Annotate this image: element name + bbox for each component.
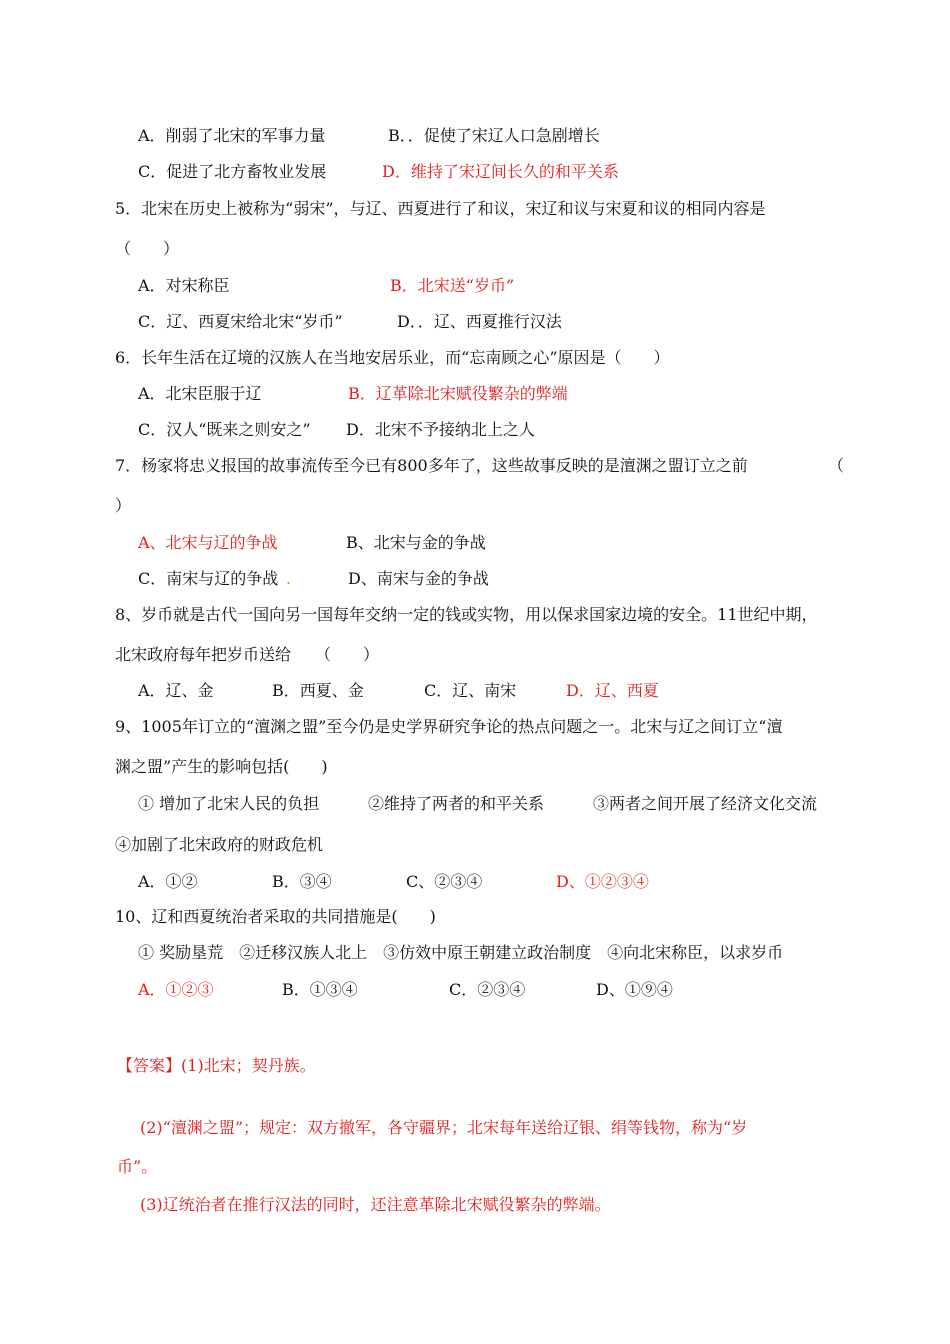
q7-paren-open: （ bbox=[828, 456, 845, 475]
q10-option-b: B．①③④ bbox=[282, 980, 358, 999]
q5-option-d: D．．辽、西夏推行汉法 bbox=[397, 312, 562, 331]
answer-label: 【答案】 bbox=[117, 1056, 182, 1075]
q7-option-d: D、南宋与金的争战 bbox=[348, 569, 489, 588]
q8-option-b: B．西夏、金 bbox=[272, 681, 364, 700]
q6-stem: 6．长年生活在辽境的汉族人在当地安居乐业，而“忘南顾之心”原因是（ ） bbox=[115, 348, 670, 367]
answer-part-2-cont: 币”。 bbox=[117, 1157, 158, 1176]
q8-stem: 8、岁币就是古代一国向另一国每年交纳一定的钱或实物，用以保求国家边境的安全。11世纪中期， bbox=[115, 605, 818, 624]
q4-option-c: C．促进了北方畜牧业发展 bbox=[138, 162, 327, 181]
q8-option-c: C．辽、南宋 bbox=[424, 681, 517, 700]
q4-option-d-correct: D．维持了宋辽间长久的和平关系 bbox=[382, 162, 619, 181]
answer-part-3: (3)辽统治者在推行汉法的同时，还注意革除北宋赋役繁杂的弊端。 bbox=[140, 1195, 611, 1214]
q9-item-1: ① 增加了北宋人民的负担 bbox=[138, 794, 320, 813]
q10-option-c: C．②③④ bbox=[449, 980, 526, 999]
q9-item-4: ④加剧了北宋政府的财政危机 bbox=[115, 835, 324, 854]
answer-part-2: (2)“澶渊之盟”；规定：双方撤军，各守疆界；北宋每年送给辽银、绢等钱物，称为“岁 bbox=[140, 1118, 748, 1137]
q10-items: ① 奖励垦荒 ②迁移汉族人北上 ③仿效中原王朝建立政治制度 ④向北宋称臣，以求岁币 bbox=[138, 943, 784, 962]
q7-stem: 7．杨家将忠义报国的故事流传至今已有800多年了，这些故事反映的是澶渊之盟订立之前 bbox=[115, 456, 748, 475]
answer-part-1: (1)北宋；契丹族。 bbox=[181, 1056, 316, 1075]
q10-option-a-correct: A．①②③ bbox=[138, 980, 214, 999]
q9-stem: 9、1005年订立的“澶渊之盟”至今仍是史学界研究争论的热点问题之一。北宋与辽之间订立“澶 bbox=[115, 717, 783, 736]
q8-option-a: A．辽、金 bbox=[138, 681, 214, 700]
q6-option-b-correct: B．辽革除北宋赋役繁杂的弊端 bbox=[348, 384, 568, 403]
q5-blank: （ ） bbox=[115, 239, 180, 258]
q5-stem: 5．北宋在历史上被称为“弱宋”，与辽、西夏进行了和议，宋辽和议与宋夏和议的相同内容是 bbox=[115, 199, 766, 218]
q6-option-c: C．汉人“既来之则安之” bbox=[138, 420, 311, 439]
q9-option-c: C、②③④ bbox=[406, 872, 483, 891]
q10-stem: 10、辽和西夏统治者采取的共同措施是( ) bbox=[115, 907, 436, 926]
q4-option-a: A．削弱了北宋的军事力量 bbox=[138, 126, 326, 145]
q7-option-a-correct: A、北宋与辽的争战 bbox=[138, 533, 278, 552]
q5-option-c: C．辽、西夏宋给北宋“岁币” bbox=[138, 312, 343, 331]
q6-option-a: A．北宋臣服于辽 bbox=[138, 384, 262, 403]
q7-option-b: B、北宋与金的争战 bbox=[346, 533, 486, 552]
q9-option-a: A．①② bbox=[138, 872, 198, 891]
q7-option-c-dot: . bbox=[286, 569, 292, 588]
q4-option-b: B．．促使了宋辽人口急剧增长 bbox=[388, 126, 600, 145]
q8-stem-line2: 北宋政府每年把岁币送给 （ ） bbox=[115, 645, 380, 664]
q10-option-d: D、①⑨④ bbox=[596, 980, 673, 999]
q9-option-d-correct: D、①②③④ bbox=[556, 872, 649, 891]
q5-option-a: A．对宋称臣 bbox=[138, 276, 230, 295]
q9-option-b: B．③④ bbox=[272, 872, 332, 891]
q5-option-b-correct: B．北宋送“岁币” bbox=[390, 276, 515, 295]
q7-option-c: C．南宋与辽的争战 bbox=[138, 569, 279, 588]
q9-item-2: ②维持了两者的和平关系 bbox=[368, 794, 545, 813]
q9-stem-line2: 渊之盟”产生的影响包括( ) bbox=[115, 757, 328, 776]
q6-option-d: D．北宋不予接纳北上之人 bbox=[346, 420, 535, 439]
answer-line-1 bbox=[117, 1056, 316, 1076]
q9-item-3: ③两者之间开展了经济文化交流 bbox=[593, 794, 818, 813]
q8-option-d-correct: D．辽、西夏 bbox=[566, 681, 659, 700]
q7-paren-close: ） bbox=[115, 496, 132, 515]
